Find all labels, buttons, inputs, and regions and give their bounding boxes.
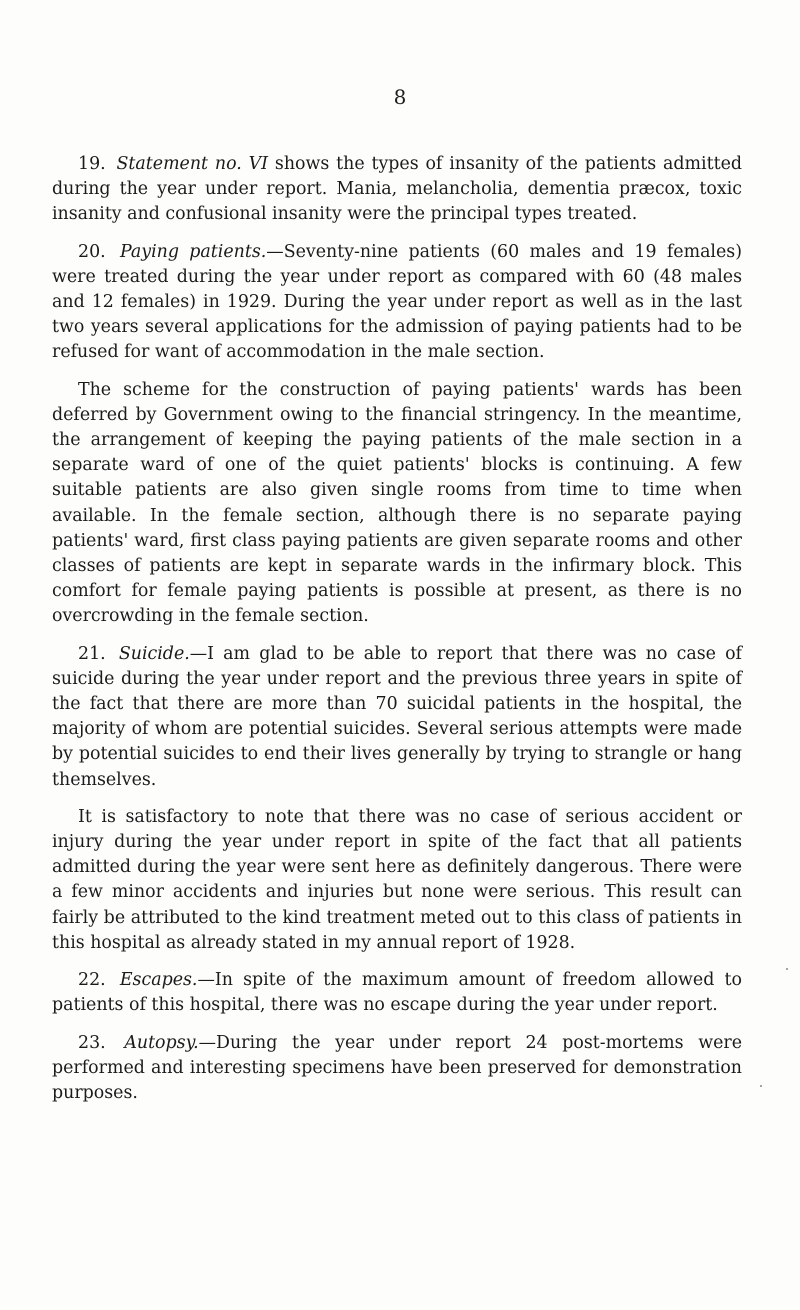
paragraph-23: [52, 1031, 742, 1107]
paragraph-number: 23.: [78, 1032, 106, 1053]
paragraph-text: —I am glad to be able to report that there was no case of suicide during the year under report and the previous three years in spite of the fact that there are more than 70 suicidal patients in the hospital, the majority of whom are potential suicides. Several serious attempts were made by potential suicides to end their lives generally by trying to strangle or hang themselves.: [52, 643, 742, 790]
paragraph-21: [52, 642, 742, 793]
paragraph-19: [52, 152, 742, 228]
paragraph-heading: Escapes.: [119, 970, 198, 991]
print-speck: [760, 1085, 762, 1087]
paragraph-text: —In spite of the maximum amount of freedom allowed to patients of this hospital, there was no escape during the year under report.: [52, 970, 742, 1016]
paragraph-text: The scheme for the construction of paying patients' wards has been deferred by Government owing to the financial stringency. In the meantime, the arrangement of keeping the paying patients of the male section in a separate ward of one of the quiet patients' blocks is continuing. A few suitable patients are also given single rooms from time to time when available. In the female section, although there is no separate paying patients' ward, first class paying patients are given separate rooms and other classes of patients are kept in separate wards in the infirmary block. This comfort for female paying patients is possible at present, as there is no overcrowding in the female section.: [52, 379, 742, 627]
page-number: 8: [393, 85, 407, 109]
paragraph-number: 21.: [78, 643, 106, 664]
body-text: [52, 152, 742, 1118]
paragraph-heading: Autopsy.: [124, 1032, 199, 1053]
paragraph-number: 22.: [78, 970, 106, 991]
paragraph-22: [52, 968, 742, 1018]
print-speck: [786, 968, 788, 970]
paragraph-text: shows the types of insanity of the patients admitted during the year under report. Mania, melancholia, dementia præcox, toxic insanity and confusional insanity were the principal types treated.: [52, 154, 742, 225]
paragraph-heading: Suicide.: [118, 643, 190, 664]
paragraph-heading: Statement no. VI: [116, 154, 269, 174]
paragraph-number: 20.: [78, 241, 106, 262]
paragraph-text: It is satisfactory to note that there was no case of serious accident or injury during the year under report in spite of the fact that all patients admitted during the year were sent here as definitely dangerous. There were a few minor accidents and injuries but none were serious. This result can fairly be attributed to the kind treatment meted out to this class of patients in this hospital as already stated in my annual report of 1928.: [52, 806, 742, 953]
paragraph-text: —During the year under report 24 post-mortems were performed and interesting specimens have been preserved for demonstration purposes.: [52, 1032, 743, 1103]
paragraph-20: [52, 240, 742, 366]
paragraph-21-continued: [52, 805, 742, 956]
paragraph-text: —Seventy-nine patients (60 males and 19 females) were treated during the year under report as compared with 60 (48 males and 12 females) in 1929. During the year under report as well as in the last two years several applications for the admission of paying patients had to be refused for want of accommodation in the male section.: [52, 241, 742, 363]
paragraph-number: 19.: [78, 154, 106, 174]
paragraph-heading: Paying patients.: [119, 241, 267, 262]
paragraph-20-continued: [52, 378, 742, 630]
